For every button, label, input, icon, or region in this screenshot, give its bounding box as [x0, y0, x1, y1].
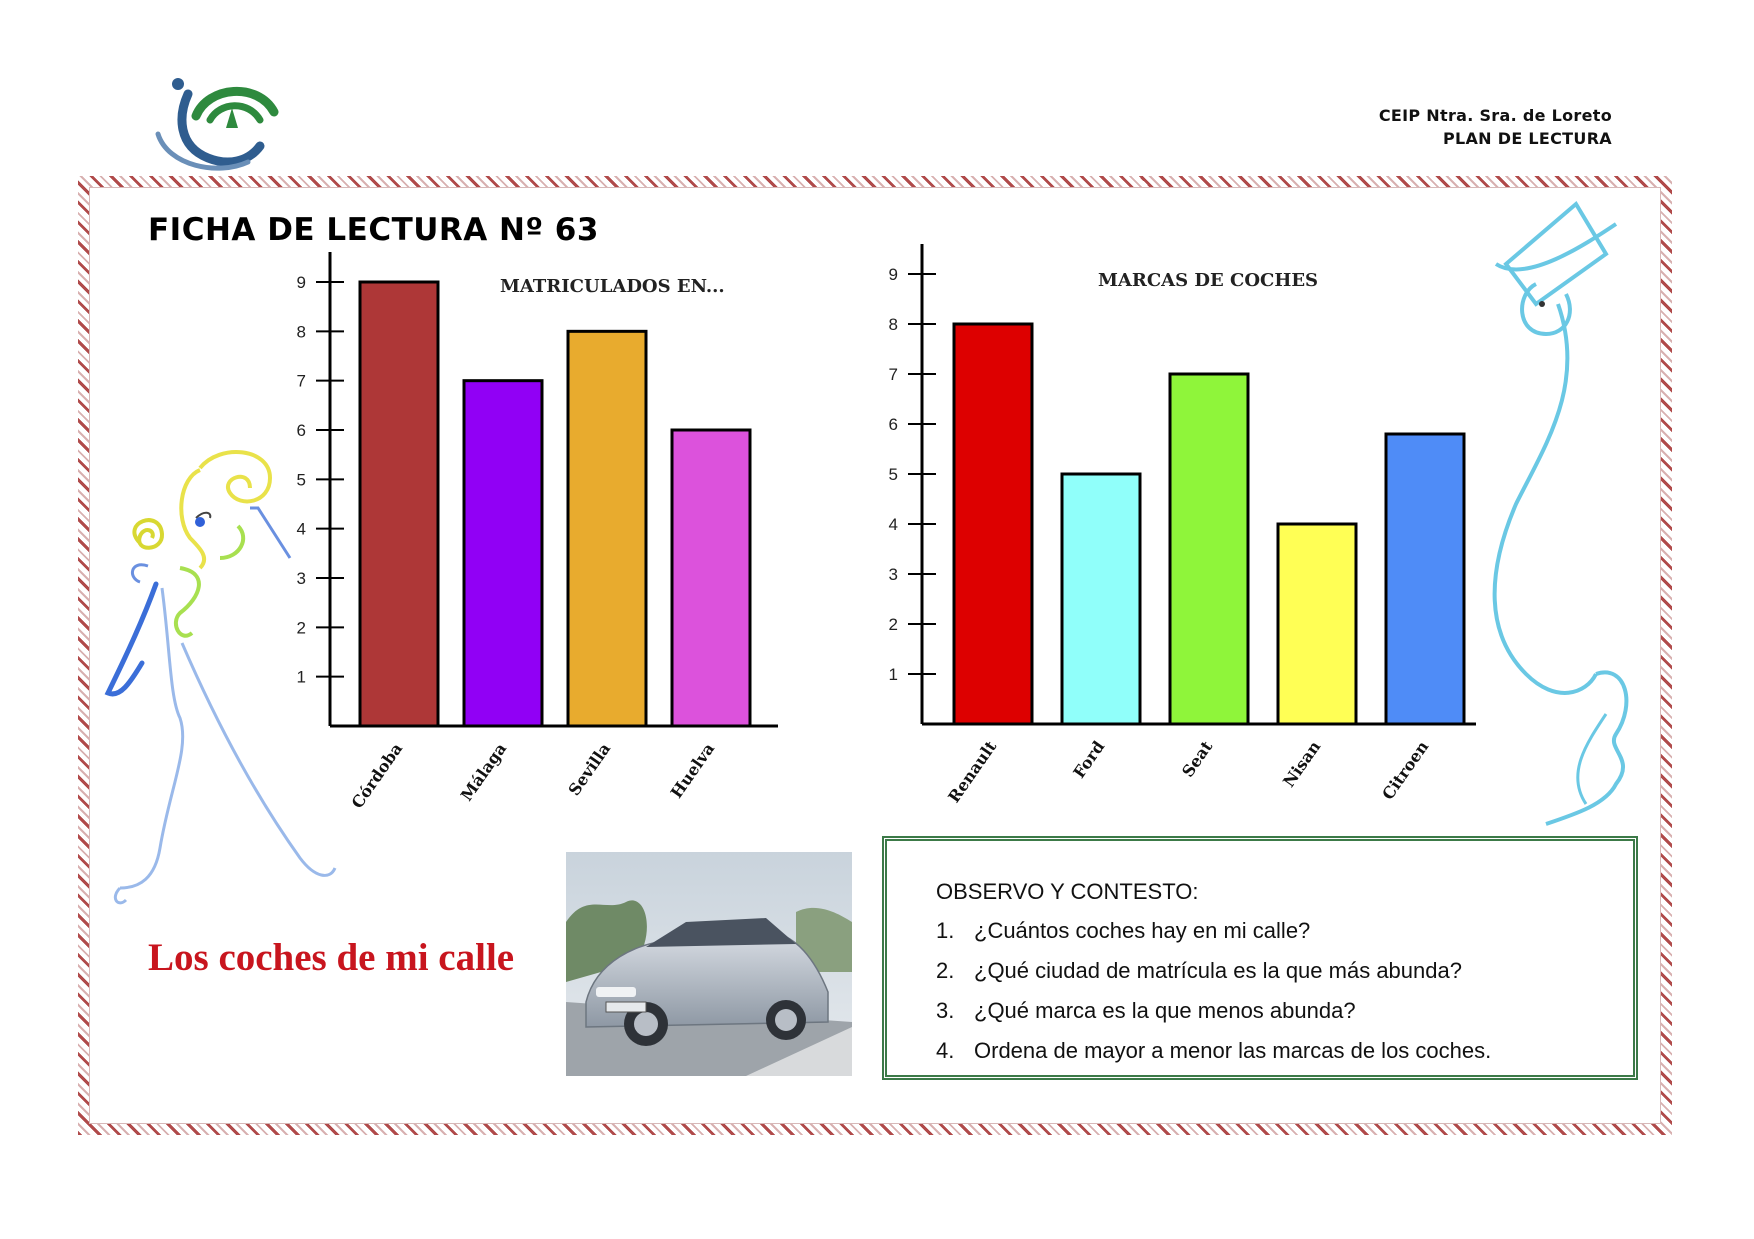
- question-text: ¿Qué ciudad de matrícula es la que más abunda?: [974, 958, 1462, 983]
- y-tick-label: 3: [888, 565, 898, 584]
- x-category-label: Seat: [1178, 737, 1217, 781]
- bar: [464, 381, 542, 726]
- question-number: 1.: [936, 918, 955, 943]
- y-tick-label: 9: [296, 273, 306, 292]
- header-school-name: CEIP Ntra. Sra. de Loreto: [1378, 106, 1612, 125]
- car-brands-chart: [870, 244, 1490, 810]
- x-category-label: Málaga: [456, 739, 511, 805]
- question-number: 4.: [936, 1038, 955, 1063]
- car-photo: [566, 852, 852, 1076]
- question-number: 2.: [936, 958, 955, 983]
- bar: [1062, 474, 1140, 724]
- y-tick-label: 7: [888, 365, 898, 384]
- question-text: Ordena de mayor a menor las marcas de los coches.: [974, 1038, 1492, 1063]
- worksheet-subtitle: Los coches de mi calle: [148, 936, 515, 979]
- chart-title: MARCAS DE COCHES: [1098, 270, 1319, 291]
- y-tick-label: 6: [888, 415, 898, 434]
- bar: [1386, 434, 1464, 724]
- x-category-label: Renault: [944, 737, 1001, 807]
- y-tick-label: 2: [296, 618, 306, 638]
- y-tick-label: 2: [888, 615, 898, 634]
- chart-title: MATRICULADOS EN...: [500, 276, 725, 297]
- y-tick-label: 3: [296, 569, 306, 588]
- y-tick-label: 8: [296, 322, 306, 342]
- x-category-label: Córdoba: [347, 739, 407, 812]
- school-logo: [148, 76, 286, 178]
- y-tick-label: 1: [296, 667, 306, 687]
- bar: [1278, 524, 1356, 724]
- y-tick-label: 7: [296, 371, 306, 391]
- x-category-label: Citroen: [1378, 737, 1433, 804]
- gentleman-line-drawing: [1466, 204, 1666, 844]
- questions-heading: OBSERVO Y CONTESTO:: [936, 879, 1199, 904]
- y-tick-label: 8: [888, 315, 898, 334]
- x-category-label: Nisan: [1279, 737, 1325, 791]
- question-text: ¿Cuántos coches hay en mi calle?: [974, 918, 1311, 943]
- question-item: [936, 918, 1491, 958]
- worksheet-title: FICHA DE LECTURA Nº 63: [148, 212, 599, 248]
- header-program-name: PLAN DE LECTURA: [1442, 129, 1612, 148]
- y-tick-label: 4: [296, 519, 306, 539]
- questions-list: [936, 918, 1491, 1078]
- questions-box: [882, 836, 1638, 1080]
- y-tick-label: 1: [888, 665, 898, 684]
- question-number: 3.: [936, 998, 955, 1023]
- bar: [954, 324, 1032, 724]
- bar: [568, 331, 646, 726]
- y-tick-label: 9: [888, 265, 898, 284]
- question-item: [936, 1038, 1491, 1078]
- question-item: [936, 958, 1491, 998]
- girl-line-drawing: [100, 448, 400, 948]
- car-brands-chart-svg: [870, 244, 1490, 810]
- bar: [672, 430, 750, 726]
- y-tick-label: 5: [888, 465, 898, 484]
- question-item: [936, 998, 1491, 1038]
- question-text: ¿Qué marca es la que menos abunda?: [974, 998, 1356, 1023]
- x-category-label: Ford: [1069, 737, 1109, 782]
- x-category-label: Huelva: [666, 739, 719, 802]
- x-category-label: Sevilla: [564, 739, 615, 800]
- y-tick-label: 4: [888, 515, 898, 534]
- y-tick-label: 5: [296, 470, 306, 490]
- y-tick-label: 6: [296, 421, 306, 440]
- bar: [1170, 374, 1248, 724]
